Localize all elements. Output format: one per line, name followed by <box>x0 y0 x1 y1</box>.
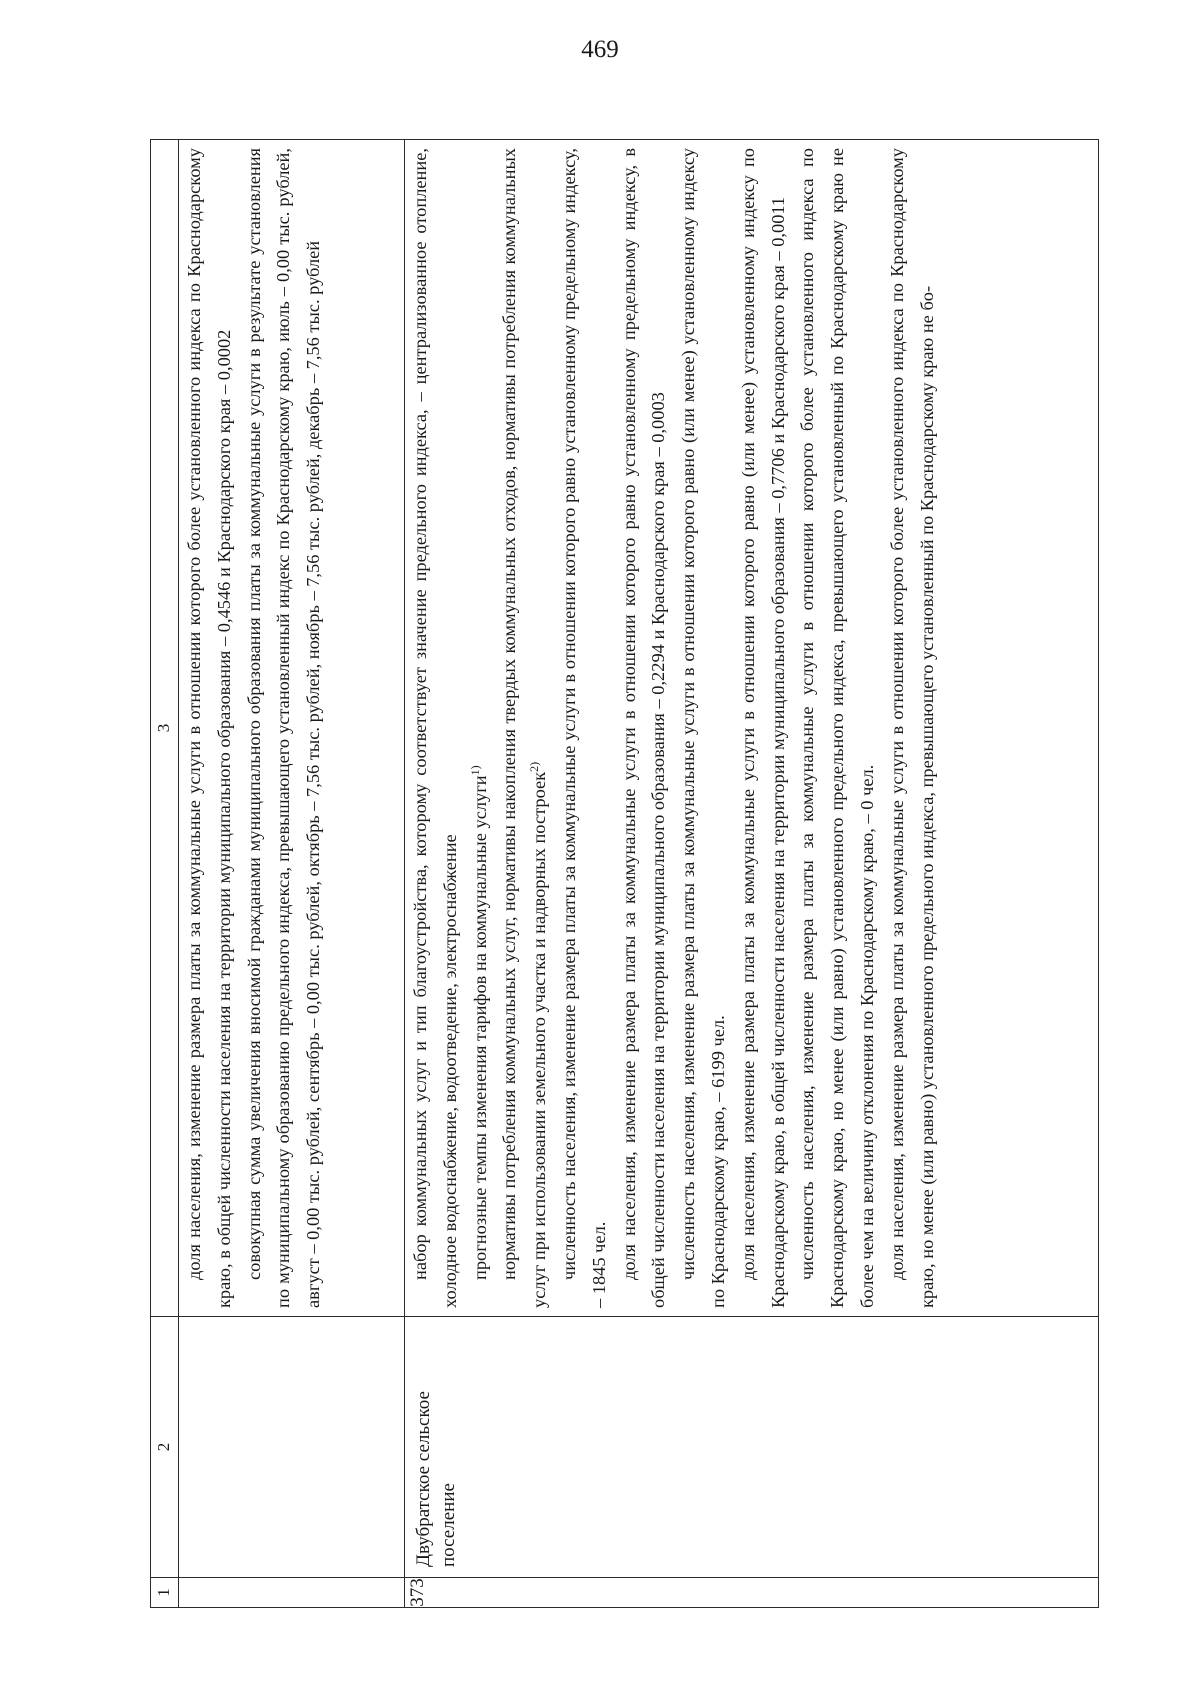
page-number: 469 <box>581 36 619 63</box>
row-number <box>179 1578 405 1608</box>
settlement-name <box>179 1317 405 1578</box>
row-description <box>405 140 1099 1317</box>
paragraph: численность населения, изменение размера платы за коммунальные услуги в отношении которого равно установленному предельному индексу, – 1845 чел. <box>558 148 609 1308</box>
paragraph: численность населения, изменение размера платы за коммунальные услуги в отношении которого более установленного индекса по Краснодарскому краю, но менее (или равно) установленного предельного индекса, превышающего установленный по Краснодарскому краю не более чем на величину отклонения по Краснодарскому краю, – 0 чел. <box>797 148 877 1308</box>
settlement-name: Двубратское сельское поселение <box>405 1317 1099 1578</box>
paragraph: нормативы потребления коммунальных услуг, нормативы накопления твердых коммунальных отходов, нормативы потребления коммунальных услуг при использовании земельного участка и надворных построек$^{2)}$ <box>499 148 550 1308</box>
header-col-1: 1 <box>151 1578 179 1608</box>
table-row <box>405 140 1099 1608</box>
paragraph: прогнозные темпы изменения тарифов на коммунальные услуги$^{1)}$ <box>467 765 490 1280</box>
header-col-2: 2 <box>151 1317 179 1578</box>
paragraph: доля населения, изменение размера платы за коммунальные услуги в отношении которого более установленного индекса по Краснодарскому краю, в общей численности населения на территории муниципального образования – 0,4546 и Краснодарского края – 0,0002 <box>184 148 234 1308</box>
paragraph: совокупная сумма увеличения вносимой гражданами муниципального образования платы за коммунальные услуги в результате установления по муниципальному образованию предельного индекса, превышающего установленный индекс по Краснодарскому краю, июль – 0,00 тыс. рублей, август – 0,00 тыс. рублей, сентябрь – 0,00 тыс. рублей, октябрь – 7,56 тыс. рублей, ноябрь – 7,56 тыс. рублей, декабрь – 7,56 тыс. рублей <box>243 148 324 1308</box>
paragraph: доля населения, изменение размера платы за коммунальные услуги в отношении которого более установленного индекса по Краснодарскому краю, но менее (или равно) установленного предельного индекса, превышающего установленный по Краснодарскому краю не бо- <box>886 148 937 1308</box>
paragraph: доля населения, изменение размера платы за коммунальные услуги в отношении которого равно установленному предельному индексу, в общей численности населения на территории муниципального образования – 0,2294 и Краснодарского края – 0,0003 <box>618 148 669 1308</box>
data-table <box>150 139 1099 1608</box>
paragraph: доля населения, изменение размера платы за коммунальные услуги в отношении которого равно (или менее) установленному индексу по Краснодарскому краю, в общей численности населения на территории муниципального образования – 0,7706 и Краснодарского края – 0,0011 <box>737 148 788 1308</box>
paragraph: набор коммунальных услуг и тип благоустройства, которому соответствует значение предельного индекса, – централизованное отопление, холодное водоснабжение, водоотведение, электроснабжение <box>410 148 460 1308</box>
table-row <box>179 140 405 1608</box>
footnote-mark: 1) <box>467 765 482 776</box>
row-number: 373 <box>405 1578 1099 1608</box>
footnote-mark: 2) <box>527 761 542 772</box>
table-header-row <box>151 140 179 1608</box>
rotated-table-container <box>150 140 1098 1608</box>
paragraph: численность населения, изменение размера платы за коммунальные услуги в отношении которого равно (или менее) установленному индексу по Краснодарскому краю, – 6199 чел. <box>678 148 728 1308</box>
row-description <box>179 140 405 1317</box>
header-col-3: 3 <box>151 140 179 1317</box>
